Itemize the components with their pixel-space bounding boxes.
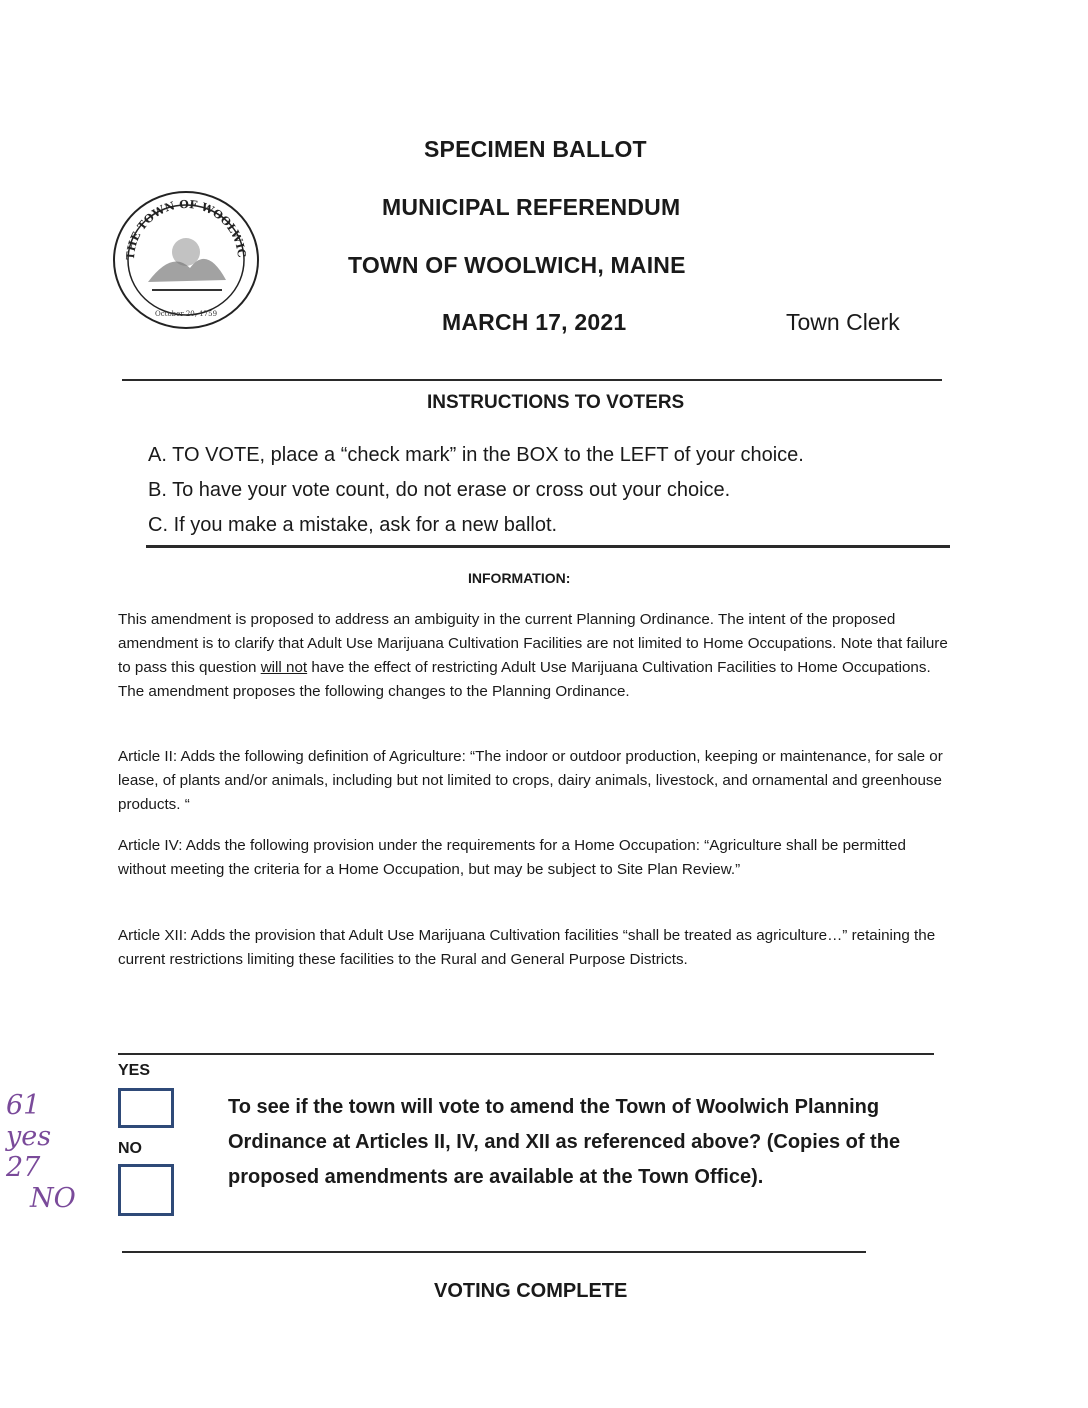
divider-instructions — [146, 545, 950, 548]
yes-checkbox[interactable] — [118, 1088, 174, 1128]
ballot-question: To see if the town will vote to amend the Town of Woolwich Planning Ordinance at Articles II, IV, and XII as referenced above? (Copies of the proposed amendments are available at the Town Office). — [228, 1096, 901, 1188]
instruction-c — [148, 514, 557, 537]
no-label: NO — [118, 1140, 142, 1157]
instruction-text: TO VOTE, place a “check mark” in the BOX to the LEFT of your choice. — [172, 444, 804, 466]
divider-ballot-top — [118, 1053, 934, 1055]
tally-yes-label: yes — [6, 1121, 52, 1152]
instruction-a — [148, 444, 804, 467]
town-clerk-label: Town Clerk — [786, 309, 900, 335]
seal-text-bottom: October 20, 1759 — [154, 310, 218, 318]
handwritten-tally — [6, 1090, 98, 1214]
voting-complete: VOTING COMPLETE — [434, 1280, 628, 1302]
tally-no-label: NO — [30, 1183, 76, 1214]
divider-top — [122, 379, 942, 381]
town-seal — [112, 190, 260, 330]
instruction-text: To have your vote count, do not erase or cross out your choice. — [172, 479, 731, 501]
election-date: MARCH 17, 2021 — [442, 309, 627, 335]
no-checkbox[interactable] — [118, 1164, 174, 1216]
yes-label: YES — [118, 1062, 151, 1079]
information-paragraph-1 — [118, 608, 948, 704]
town-name: TOWN OF WOOLWICH, MAINE — [348, 252, 686, 278]
information-heading: INFORMATION: — [468, 570, 571, 586]
tally-yes-count: 61 — [6, 1090, 41, 1121]
information-paragraph-3: Article IV: Adds the following provision under the requirements for a Home Occupation: “Agriculture shall be permitted without meeting the criteria for a Home Occupation, but may be subject to Site Plan Review.” — [118, 837, 906, 878]
information-paragraph-4: Article XII: Adds the provision that Adult Use Marijuana Cultivation facilities “shall be treated as agriculture…” retaining the current restrictions limiting these facilities to the Rural and General Purpose Districts. — [118, 927, 936, 968]
information-text: have the effect of restricting Adult Use Marijuana Cultivation Facilities to Home Occupations. The amendment proposes the following changes to the Planning Ordinance. — [118, 659, 931, 700]
instruction-letter: C. — [148, 514, 168, 536]
information-paragraph-2: Article II: Adds the following definition of Agriculture: “The indoor or outdoor production, keeping or maintenance, for sale or lease, of plants and/or animals, including but not limited to crops, dairy animals, livestock, and ornamental and greenhouse products. “ — [118, 748, 943, 813]
instruction-text: If you make a mistake, ask for a new ballot. — [173, 514, 558, 536]
instruction-letter: B. — [148, 479, 167, 501]
information-text: This amendment is proposed to address an ambiguity in the current Planning Ordinance. The intent of the proposed amendment is to clarify that Adult Use Marijuana Cultivation Facilities are not limited to Home Occupations. Note that failure to pass this question — [118, 611, 948, 676]
emphasis-text: will not — [260, 659, 308, 676]
instructions-heading: INSTRUCTIONS TO VOTERS — [427, 392, 685, 413]
page-subtitle: MUNICIPAL REFERENDUM — [382, 194, 681, 220]
instruction-letter: A. — [148, 444, 167, 466]
seal-text-top: THE TOWN OF WOOLWIC — [123, 197, 249, 261]
page-title: SPECIMEN BALLOT — [424, 136, 647, 162]
divider-ballot-bottom — [122, 1251, 866, 1253]
instruction-b — [148, 479, 730, 502]
tally-no-count: 27 — [6, 1152, 41, 1183]
